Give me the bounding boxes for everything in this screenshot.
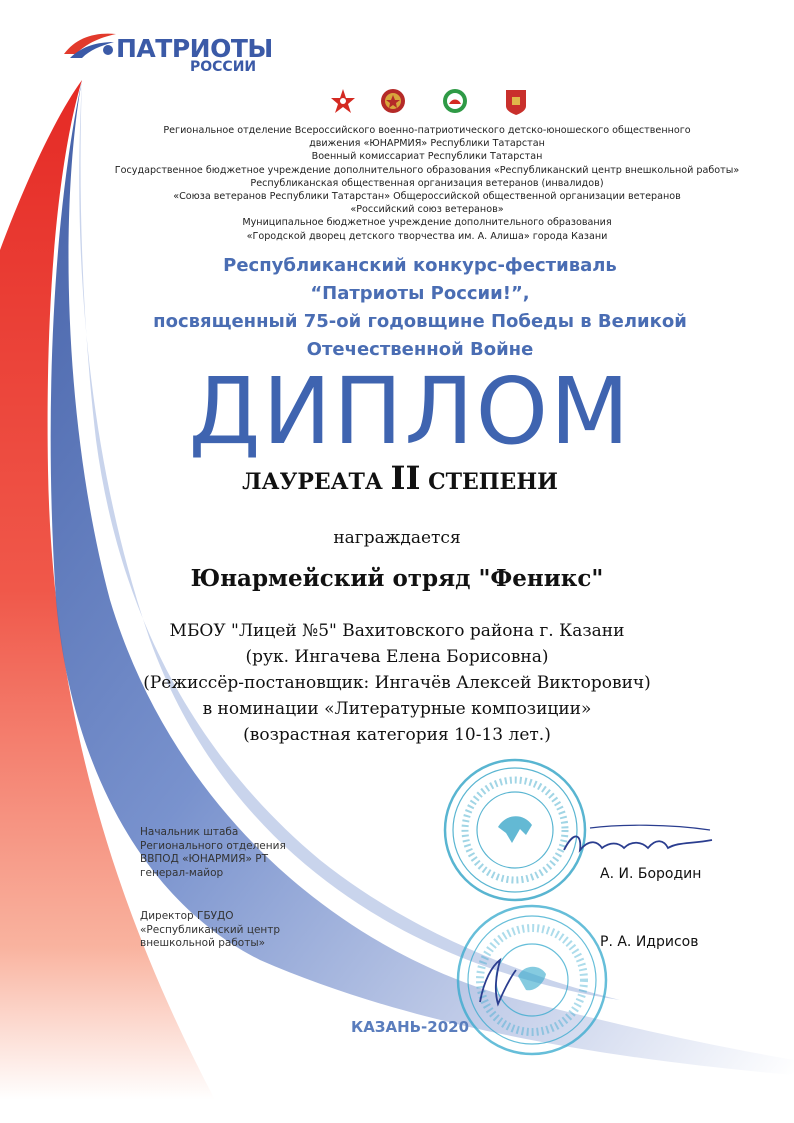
degree-roman: II (390, 459, 421, 497)
second-signer-position: Директор ГБУДО «Республиканский центр внешкольной работы» (140, 910, 281, 949)
patriots-logo-wing-icon (62, 28, 118, 64)
signature-borodin (560, 820, 720, 865)
yunarmia-star-emblem-icon (330, 88, 356, 114)
detail-line: в номинации «Литературные композиции» (202, 699, 592, 719)
emblems-row (330, 88, 520, 116)
logo-subtitle: РОССИИ (190, 59, 257, 75)
degree-suffix: СТЕПЕНИ (428, 469, 558, 495)
organizer-line: Региональное отделение Всероссийского военно-патриотического детско-юношеского общественного (163, 125, 691, 136)
organizer-line: Военный комиссариат Республики Татарстан (311, 151, 543, 163)
contest-line: посвященный 75-ой годовщине Победы в Великой (153, 311, 687, 332)
organizer-line: Государственное бюджетное учреждение дополнительного образования «Республиканский центр внешкольной работы» (114, 164, 740, 176)
contest-line: Республиканский конкурс-фестиваль (223, 255, 617, 276)
organizers-list (100, 124, 754, 243)
military-commissariat-emblem-icon (380, 88, 406, 114)
degree-line (150, 459, 650, 497)
ministry-emblem-icon (504, 88, 528, 116)
tatarstan-emblem-icon (442, 88, 468, 114)
contest-line: Отечественной Войне (306, 339, 534, 360)
logo-title: ПАТРИОТЫ (116, 34, 273, 63)
city-year: КАЗАНЬ-2020 (350, 1018, 470, 1036)
organizer-line: «Российский союз ветеранов» (350, 204, 504, 216)
detail-line: (возрастная категория 10-13 лет.) (243, 725, 551, 745)
second-signer-name: Р. А. Идрисов (600, 934, 699, 950)
award-details (90, 618, 704, 748)
organizer-line: движения «ЮНАРМИЯ» Республики Татарстан (309, 138, 545, 150)
recipient-name: Юнармейский отряд "Феникс" (190, 565, 604, 592)
organizer-line: «Союза ветеранов Республики Татарстан» Общероссийской общественной организации ветеранов (173, 191, 681, 203)
awarded-label: награждается (333, 528, 461, 548)
organizer-line: Муниципальное бюджетное учреждение дополнительного образования (242, 217, 612, 229)
organizer-line: Республиканская общественная организация ветеранов (инвалидов) (250, 177, 604, 189)
diploma-title: ДИПЛОМ (188, 358, 632, 465)
contest-title (100, 252, 740, 364)
first-signer-position: Начальник штаба Регионального отделения ВВПОД «ЮНАРМИЯ» РТ генерал-майор (140, 826, 286, 879)
detail-line: МБОУ "Лицей №5" Вахитовского района г. Казани (169, 621, 625, 641)
contest-line: “Патриоты России!”, (310, 283, 530, 304)
detail-line: (Режиссёр-постановщик: Ингачёв Алексей Викторович) (143, 673, 651, 693)
signature-idrisov (470, 950, 530, 1010)
detail-line: (рук. Ингачева Елена Борисовна) (245, 647, 549, 667)
degree-prefix: ЛАУРЕАТА (242, 469, 383, 495)
organizer-line: «Городской дворец детского творчества им. А. Алиша» города Казани (246, 230, 608, 242)
first-signer-name: А. И. Бородин (600, 866, 702, 882)
